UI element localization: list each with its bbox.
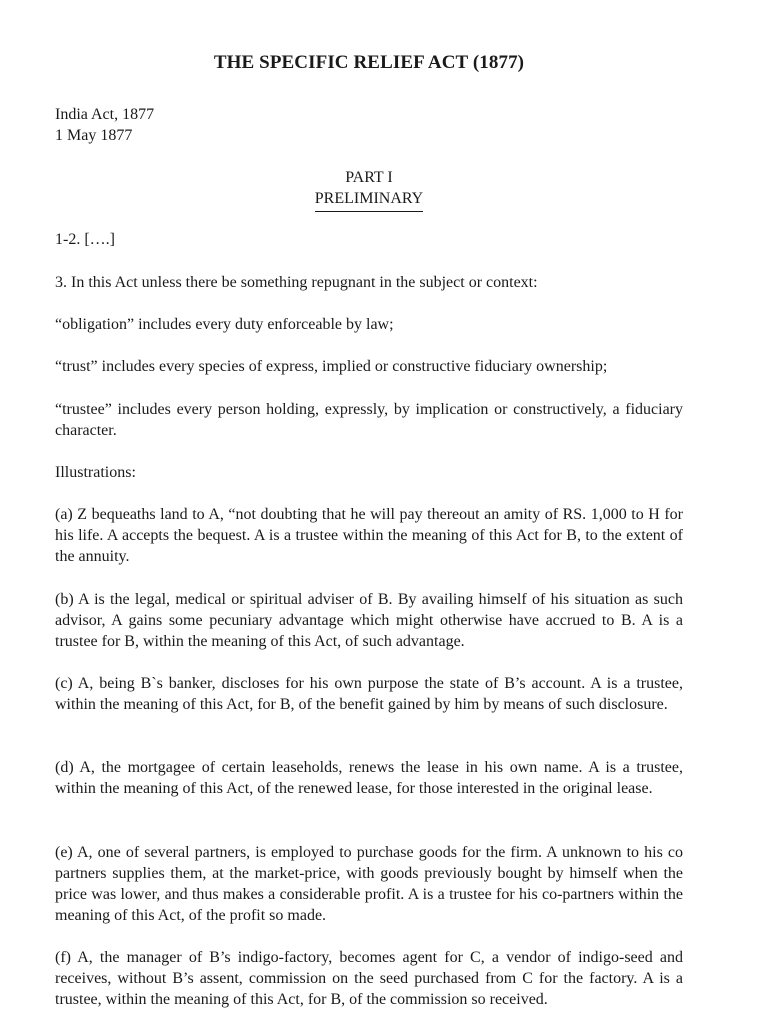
- paragraph-section-3: 3. In this Act unless there be something repugnant in the subject or context:: [55, 274, 538, 291]
- act-date: 1 May 1877: [55, 127, 133, 144]
- act-name: India Act, 1877: [55, 106, 155, 123]
- paragraph-trust-definition: “trust” includes every species of express, implied or constructive fiduciary ownership;: [55, 358, 608, 375]
- part-heading: PRELIMINARY: [315, 188, 423, 212]
- illustrations-heading: Illustrations:: [55, 464, 136, 481]
- document-title: THE SPECIFIC RELIEF ACT (1877): [213, 52, 525, 73]
- part-heading-block: [55, 167, 683, 212]
- illustration-c: (c) A, being B`s banker, discloses for his own purpose the state of B’s account. A is a trustee, within the meaning of this Act, for B, of the benefit gained by him by means of such disclosure.: [55, 675, 683, 713]
- act-metadata: [55, 104, 154, 146]
- illustration-b: (b) A is the legal, medical or spiritual adviser of B. By availing himself of his situation as such advisor, A gains some pecuniary advantage which might otherwise have accrued to B. A is a trustee for B, within the meaning of this Act, of such advantage.: [55, 591, 683, 650]
- paragraph-sections-1-2: 1-2. [….]: [55, 231, 115, 248]
- illustration-e: (e) A, one of several partners, is employed to purchase goods for the firm. A unknown to his co partners supplies them, at the market-price, with goods previously bought by himself when the price was lower, and thus makes a considerable profit. A is a trustee for his co-partners within the meaning of this Act, of the profit so made.: [55, 844, 683, 924]
- illustration-f: (f) A, the manager of B’s indigo-factory, becomes agent for C, a vendor of indigo-seed and receives, without B’s assent, commission on the seed purchased from C for the factory. A is a trustee, within the meaning of this Act, for B, of the commission so received.: [55, 949, 683, 1008]
- illustration-a: (a) Z bequeaths land to A, “not doubting that he will pay thereout an amity of RS. 1,000 to H for his life. A accepts the bequest. A is a trustee within the meaning of this Act for B, to the extent of the annuity.: [55, 506, 683, 565]
- paragraph-obligation-definition: “obligation” includes every duty enforceable by law;: [55, 316, 394, 333]
- paragraph-trustee-definition: “trustee” includes every person holding, expressly, by implication or constructively, a fiduciary character.: [55, 401, 683, 439]
- illustration-d: (d) A, the mortgagee of certain leaseholds, renews the lease in his own name. A is a trustee, within the meaning of this Act, of the renewed lease, for those interested in the original lease.: [55, 759, 683, 797]
- part-label: PART I: [345, 169, 393, 186]
